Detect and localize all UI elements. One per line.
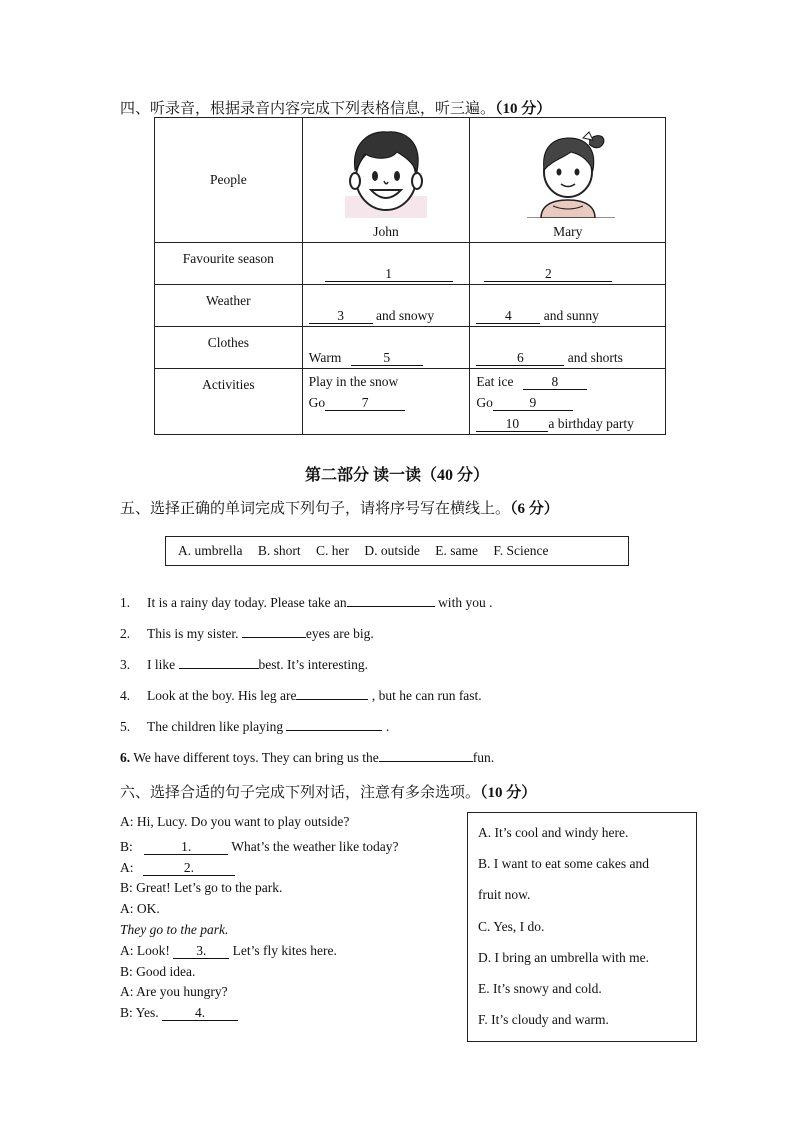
people-label: People — [155, 118, 303, 243]
sentence-option-b: B. I want to eat some cakes and — [478, 856, 649, 871]
sentence-option-c: C. Yes, I do. — [478, 919, 545, 934]
word-option-d: D. outside — [364, 543, 420, 558]
word-option-e: E. same — [435, 543, 478, 558]
question-3: 3. I like best. It’s interesting. — [120, 657, 368, 672]
blank-10[interactable]: 10 — [476, 417, 548, 432]
dialogue-blank-2[interactable]: 2. — [143, 861, 235, 876]
part4-heading: 四、听录音，根据录音内容完成下列表格信息，听三遍。（10 分） — [120, 101, 552, 117]
word-option-f: F. Science — [493, 543, 549, 558]
blank-4[interactable]: 4 — [476, 309, 540, 324]
blank-5[interactable]: 5 — [351, 351, 423, 366]
dialogue-line-1: A: Hi, Lucy. Do you want to play outside? — [120, 814, 350, 829]
clothes-label: Clothes — [155, 327, 303, 369]
dialogue-blank-1[interactable]: 1. — [144, 840, 228, 855]
boy-avatar-icon — [341, 126, 431, 218]
question-2: 2. This is my sister. eyes are big. — [120, 626, 374, 641]
blank-9[interactable]: 9 — [493, 396, 573, 411]
blank-1[interactable]: 1 — [325, 267, 453, 282]
dialogue-blank-4[interactable]: 4. — [162, 1006, 238, 1021]
dialogue-line-6: They go to the park. — [120, 922, 229, 937]
dialogue-line-5: A: OK. — [120, 901, 160, 916]
dialogue-line-8: B: Good idea. — [120, 964, 196, 979]
blank-8[interactable]: 8 — [523, 375, 587, 390]
dialogue-line-2: B: 1. What’s the weather like today? — [120, 839, 399, 854]
dialogue-line-9: A: Are you hungry? — [120, 984, 228, 999]
sentence-option-d: D. I bring an umbrella with me. — [478, 950, 649, 965]
weather-label: Weather — [155, 285, 303, 327]
john-cell — [302, 118, 470, 243]
dialogue-line-4: B: Great! Let’s go to the park. — [120, 880, 283, 895]
answer-blank-2[interactable] — [242, 637, 306, 638]
dialogue-line-7: A: Look! 3. Let’s fly kites here. — [120, 943, 337, 958]
word-option-c: C. her — [316, 543, 349, 558]
dialogue-blank-3[interactable]: 3. — [173, 944, 229, 959]
dialogue-line-10: B: Yes. 4. — [120, 1005, 238, 1021]
answer-blank-3[interactable] — [179, 668, 259, 669]
activities-label: Activities — [155, 369, 303, 435]
part2-title: 第二部分 读一读（40 分） — [304, 467, 489, 484]
answer-blank-1[interactable] — [347, 606, 435, 607]
blank-3[interactable]: 3 — [309, 309, 373, 324]
part6-heading: 六、选择合适的句子完成下列对话，注意有多余选项。（10 分） — [120, 785, 537, 801]
question-4: 4. Look at the boy. His leg are , but he can run fast. — [120, 688, 482, 703]
listening-table: People John Mary Favourite season 1 2 Weather 3 and snowy 4 and sunny Clothes Warm 5 6 and shorts Activities Play in the snow Go 7 Eat ice 8 Go 9 10 a birthday party — [154, 117, 666, 435]
sentence-option-e: E. It’s snowy and cold. — [478, 981, 602, 996]
question-5: 5. The children like playing . — [120, 719, 390, 734]
dialogue-line-3: A: 2. — [120, 860, 235, 876]
answer-blank-4[interactable] — [296, 699, 368, 700]
question-1: 1. It is a rainy day today. Please take an with you . — [120, 595, 493, 610]
sentence-option-b-cont: fruit now. — [478, 887, 531, 902]
mary-name: Mary — [553, 224, 583, 239]
word-bank-box — [165, 536, 629, 566]
girl-avatar-icon — [513, 126, 623, 218]
mary-cell — [470, 118, 666, 243]
season-label: Favourite season — [155, 243, 303, 285]
word-option-a: A. umbrella — [178, 543, 243, 558]
question-6: 6. We have different toys. They can bring us the fun. — [120, 750, 495, 765]
sentence-option-f: F. It’s cloudy and warm. — [478, 1012, 609, 1027]
sentence-options-box — [467, 812, 697, 1042]
john-name: John — [373, 224, 399, 239]
blank-7[interactable]: 7 — [325, 396, 405, 411]
answer-blank-6[interactable] — [379, 761, 473, 762]
sentence-option-a: A. It’s cool and windy here. — [478, 825, 629, 840]
answer-blank-5[interactable] — [286, 730, 382, 731]
word-option-b: B. short — [257, 543, 301, 558]
blank-6[interactable]: 6 — [476, 351, 564, 366]
blank-2[interactable]: 2 — [484, 267, 612, 282]
part5-heading: 五、选择正确的单词完成下列句子，请将序号写在横线上。（6 分） — [120, 501, 559, 517]
